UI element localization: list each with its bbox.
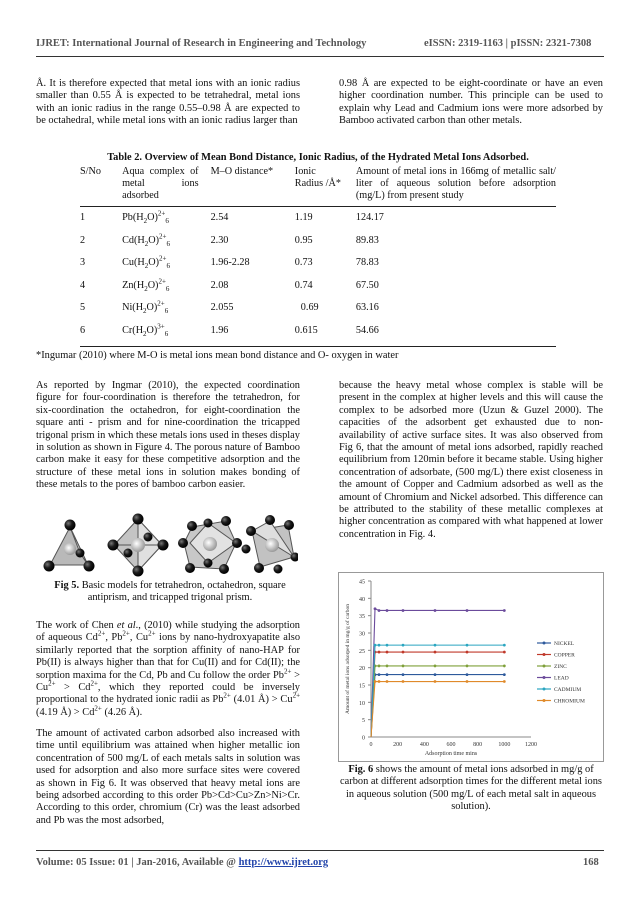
- footer-volume: Volume: 05 Issue: 01 | Jan-2016, Available @ http://www.ijret.org: [36, 857, 329, 868]
- y-tick-label: 45: [359, 579, 365, 586]
- data-point: [374, 607, 377, 610]
- polyhedra-figure: [40, 513, 298, 577]
- y-tick-label: 20: [359, 666, 365, 673]
- issn-header: eISSN: 2319-1163 | pISSN: 2321-7308: [424, 38, 592, 49]
- data-point: [466, 651, 469, 654]
- adsorption-chart: [338, 572, 604, 762]
- data-point: [386, 651, 389, 654]
- cell-sno: 6: [80, 324, 86, 336]
- y-tick-label: 30: [359, 631, 365, 638]
- y-tick-label: 10: [359, 700, 365, 707]
- x-axis-label: Adsorption time mins: [424, 751, 478, 757]
- legend-label: COPPER: [554, 652, 575, 659]
- data-point: [466, 644, 469, 647]
- cell-radius: 0.69: [300, 302, 319, 314]
- x-tick-label: 800: [473, 742, 483, 748]
- table-row: [80, 320, 556, 343]
- y-tick-label: 5: [362, 718, 365, 725]
- series-line-nickel: [371, 675, 504, 737]
- cell-amount: 124.17: [355, 212, 384, 224]
- fig5-caption-text: Basic models for tetrahedron, octahedron, square antiprism, and tricapped trigonal prism.: [79, 580, 286, 604]
- fig5-caption: [50, 580, 290, 605]
- series-line-chromium: [371, 682, 504, 737]
- cell-sno: 2: [80, 234, 86, 246]
- fig5-label: Fig 5.: [54, 580, 80, 591]
- data-point: [503, 644, 506, 647]
- cell-amount: 89.83: [355, 234, 379, 246]
- legend-label: CHROMIUM: [554, 698, 585, 705]
- fig6-caption-text: shows the amount of metal ions adsorbed in mg/g of carbon at different adsorption times for the different metal ions in aqueous solution (500 mg/L of each metal salt in aqueous solution).: [340, 764, 602, 813]
- left-para-1: As reported by Ingmar (2010), the expected coordination figure for four-coordination is therefore the tetrahedron, for six-coordination the octahedron, for eight-coordination the square anti - prism and for nine-coordination the tricapped trigonal prism in which these metals ions used in theses display in solution as shown in Figure 4. The porous nature of Bamboo carbon make it easy for these competitive adsorption and the structure of these metal ions in solution makes bonding of these metals to the pores of bamboo carbon easier.: [36, 380, 300, 491]
- data-point: [466, 665, 469, 668]
- legend-label: LEAD: [554, 675, 569, 682]
- cell-distance: 1.96: [210, 324, 229, 336]
- x-tick-label: 600: [446, 742, 456, 748]
- cell-amount: 54.66: [355, 324, 379, 336]
- data-point: [434, 651, 437, 654]
- table-title: Table 2. Overview of Mean Bond Distance, Ionic Radius, of the Hydrated Metal Ions Adsorbed.: [107, 152, 529, 163]
- data-point: [378, 609, 381, 612]
- x-tick-label: 1000: [498, 742, 511, 748]
- legend-marker: [543, 665, 546, 668]
- cell-amount: 63.16: [355, 302, 379, 314]
- cell-complex: $Pb(H_2O)^{2+}_6$: [122, 209, 169, 226]
- data-point: [466, 609, 469, 612]
- page-number: 168: [583, 857, 599, 868]
- cell-sno: 3: [80, 257, 86, 269]
- legend-marker: [543, 642, 546, 645]
- data-point: [386, 644, 389, 647]
- legend-marker: [543, 688, 546, 691]
- data-point: [386, 673, 389, 676]
- cell-complex: $Zn(H_2O)^{2+}_6$: [122, 277, 170, 293]
- ion-table: [80, 166, 556, 342]
- cell-complex: $Cd(H_2O)^{2+}_6$: [122, 232, 170, 248]
- fig6-caption: [338, 764, 604, 814]
- data-point: [503, 609, 506, 612]
- legend-marker: [543, 676, 546, 679]
- tetrahedron-model: [44, 520, 95, 572]
- legend-label: NICKEL: [554, 641, 575, 647]
- fig6-label: Fig. 6: [348, 764, 374, 775]
- series-line-lead: [371, 609, 504, 737]
- data-point: [434, 680, 437, 683]
- top-right-paragraph: 0.98 Å are expected to be eight-coordinate or have an even higher coordination number. This principle can be used to explain why Lead and Cadmium ions were more adsorbed by Bamboo activated carbon than other metals.: [339, 78, 603, 127]
- data-point: [402, 651, 405, 654]
- left-para-2: The work of Chen et al., (2010) while studying the adsorption of aqueous $Cd^{2+}$, $Pb^{2+}$, $Cu^{2+}$ ions by nano-hydroxyapatite also similarly reported that the sorption affinity of nano-HAP for Pb(II) is always higher than that for Cu(II) and for Cd(II); the sorption maxima for the Cd, Pb and Cu follow the order $Pb^{2+} > Cu^{2+} > Cd^{2+}$, which they reported could be inversely proportional to the hydrated ionic radii as $Pb^{2+}$ (4.01 Å) > $Cu^{2+}$ (4.19 Å) > $Cd^{2+}$ (4.26 Å).: [36, 620, 301, 718]
- data-point: [402, 665, 405, 668]
- table-row: [80, 297, 556, 320]
- table-footnote: *Ingumar (2010) where M-O is metal ions mean bond distance and O- oxygen in water: [36, 350, 399, 361]
- y-tick-label: 35: [359, 614, 365, 621]
- right-para-1: because the heavy metal whose complex is stable will be present in the complex at higher levels and this will cause the complex to be adsorbed more (Uzun & Guzel 2000). The capacities of the adsorbent get exhausted due to non-availability of active surface sites. It was also observed from Fig 6, that the amount of metal ions adsorbed, rapidly reached equilibrium from 120min before it became stable. Using higher concentration of adsorbate, (500 mg/L) there exist closeness in the amount of Copper and Cadmium adsorbed as well as the amount of Chromium and Nickel adsorbed. This difference can be attributed to the stability of these metallic complexes at higher concentration as compared with what happened at lower concentration in Fig. 4.: [339, 380, 603, 540]
- y-axis-label: Amount of metal ions adsorped in mg/g of carbon: [345, 604, 351, 714]
- table-bottom-rule: [80, 346, 556, 347]
- top-left-paragraph: Å. It is therefore expected that metal ions with an ionic radius smaller than 0.55 Å is expected to be tetrahedral, metal ions with an ionic radius in the range 0.55–0.98 Å are expected to be octahedral, while metal ions with an ionic radius larger than: [36, 78, 300, 127]
- series-line-cadmium: [371, 645, 504, 737]
- legend-label: CADMIUM: [554, 687, 582, 693]
- cell-distance: 1.96-2.28: [210, 257, 250, 269]
- col-complex: Aqua complex of metal ions adsorbed: [122, 166, 210, 207]
- cell-sno: 5: [80, 302, 86, 314]
- legend-marker: [543, 653, 546, 656]
- table-row: [80, 252, 556, 275]
- data-point: [466, 673, 469, 676]
- col-amount: Amount of metal ions in 166mg of metallic salt/ liter of aqueous solution before adsorption (mg/L) from present study: [356, 166, 556, 207]
- x-tick-label: 1200: [525, 742, 537, 748]
- x-tick-label: 400: [419, 742, 429, 748]
- cell-sno: 4: [80, 279, 86, 291]
- x-tick-label: 200: [393, 742, 403, 748]
- data-point: [374, 680, 377, 683]
- cell-complex: $Cu(H_2O)^{2+}_6$: [122, 254, 170, 271]
- cell-complex: $Cr(H_2O)^{3+}_6$: [122, 322, 169, 338]
- col-sno: S/No: [80, 166, 122, 207]
- data-point: [378, 680, 381, 683]
- journal-link[interactable]: http://www.ijret.org: [238, 857, 329, 868]
- data-point: [378, 665, 381, 668]
- data-point: [503, 665, 506, 668]
- data-point: [434, 665, 437, 668]
- cell-complex: $Ni(H_2O)^{2+}_6$: [122, 299, 169, 316]
- cell-amount: 67.50: [355, 279, 379, 291]
- series-line-zinc: [371, 666, 504, 737]
- cell-distance: 2.055: [210, 302, 234, 314]
- cell-radius: 0.73: [294, 257, 313, 269]
- data-point: [386, 609, 389, 612]
- header-rule: [36, 56, 604, 57]
- octahedron-model: [108, 514, 169, 577]
- data-point: [386, 665, 389, 668]
- series-line-copper: [371, 652, 504, 737]
- cell-radius: 0.74: [294, 279, 313, 291]
- cell-distance: 2.54: [210, 212, 229, 224]
- cell-distance: 2.30: [210, 234, 229, 246]
- y-tick-label: 40: [359, 596, 365, 603]
- y-tick-label: 15: [359, 683, 365, 690]
- data-point: [434, 609, 437, 612]
- table-row: [80, 230, 556, 253]
- data-point: [374, 644, 377, 647]
- data-point: [378, 673, 381, 676]
- cell-distance: 2.08: [210, 279, 229, 291]
- data-point: [503, 680, 506, 683]
- y-tick-label: 25: [359, 648, 365, 655]
- cell-radius: 0.615: [294, 324, 318, 336]
- cell-sno: 1: [80, 212, 86, 224]
- data-point: [503, 651, 506, 654]
- tricapped-trigonal-prism-model: [242, 515, 299, 574]
- cell-radius: 1.19: [294, 212, 313, 224]
- data-point: [386, 680, 389, 683]
- legend-label: ZINC: [554, 664, 567, 670]
- data-point: [434, 644, 437, 647]
- data-point: [434, 673, 437, 676]
- left-para-3: The amount of activated carbon adsorbed also increased with time until equilibrium was attained when higher metallic ion concentration of 500 mg/L of each metals salts in solution was used for adsorption and also more surface sites were covered as shown in Fig 6. It was observed that heavy metal ions are being adsorbed according to this order Pb>Cd>Cu>Zn>Ni>Cr. According to this order, chromium (Cr) was the least adsorbed and Pb was the most adsorbed,: [36, 728, 300, 826]
- data-point: [402, 644, 405, 647]
- table-row: [80, 207, 556, 230]
- data-point: [466, 680, 469, 683]
- data-point: [402, 673, 405, 676]
- square-antiprism-model: [178, 516, 242, 574]
- cell-radius: 0.95: [294, 234, 313, 246]
- data-point: [402, 680, 405, 683]
- y-tick-label: 0: [362, 735, 365, 742]
- cell-amount: 78.83: [355, 257, 379, 269]
- et-al: et al: [116, 620, 136, 631]
- col-radius: Ionic Radius /Å*: [295, 166, 356, 207]
- journal-header: IJRET: International Journal of Research in Engineering and Technology: [36, 38, 367, 49]
- data-point: [378, 644, 381, 647]
- footer-rule: [36, 850, 604, 851]
- col-distance: M–O distance*: [211, 166, 295, 207]
- x-tick-label: 0: [369, 742, 373, 748]
- legend-marker: [543, 699, 546, 702]
- data-point: [378, 651, 381, 654]
- data-point: [402, 609, 405, 612]
- data-point: [503, 673, 506, 676]
- table-row: [80, 275, 556, 298]
